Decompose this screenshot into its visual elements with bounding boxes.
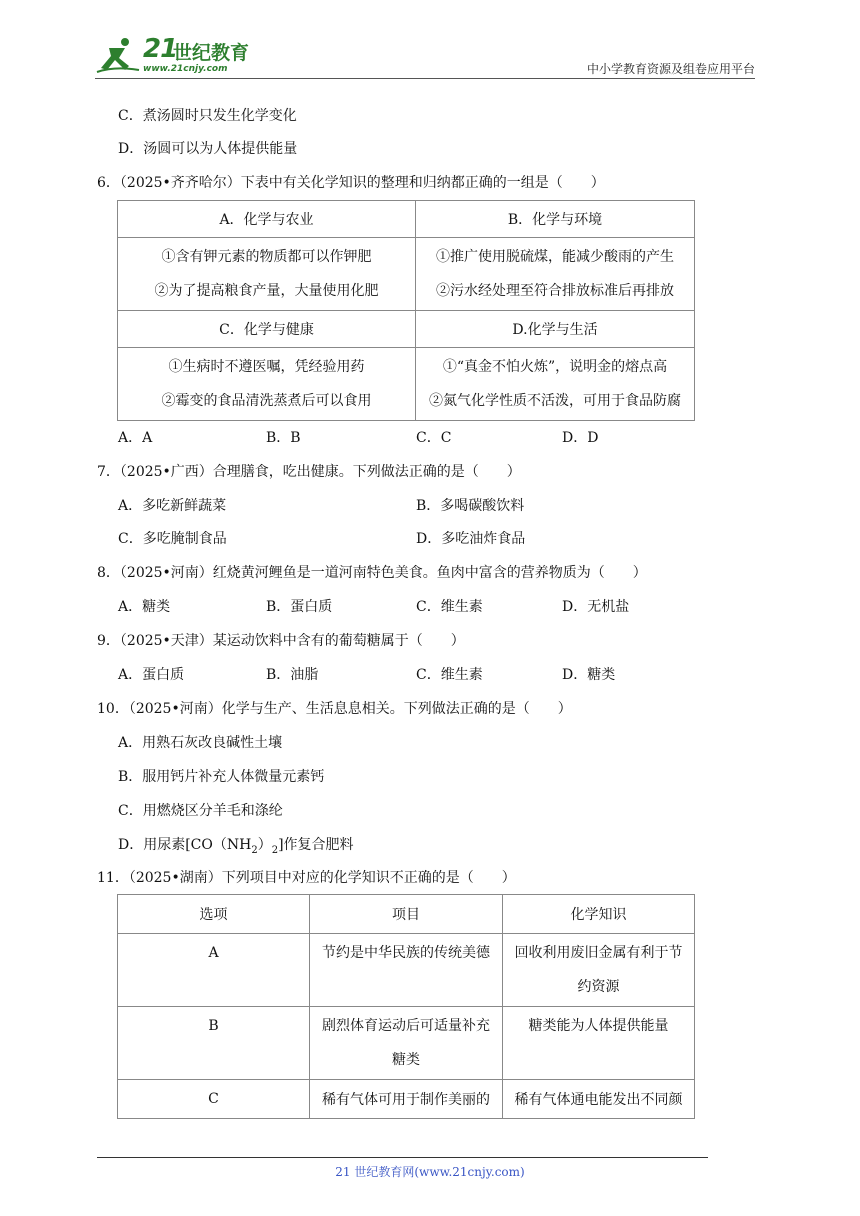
q10-option-d-pre: D．用尿素[CO（NH [118, 837, 252, 853]
q11-row-b-item-1: 剧烈体育运动后可适量补充 [322, 1018, 490, 1034]
q6-cell-b [416, 238, 695, 311]
q6-d-1: ①“真金不怕火炼”，说明金的熔点高 [442, 359, 668, 375]
q9-stem: 9．（2025•天津）某运动饮料中含有的葡萄糖属于（ ） [97, 633, 465, 649]
q8-option-c: C．维生素 [416, 599, 483, 615]
q9-option-c: C．维生素 [416, 667, 483, 683]
q11-row-c-item: 稀有气体可用于制作美丽的 [310, 1080, 503, 1119]
q6-head-b: B．化学与环境 [416, 201, 695, 238]
q7-option-b: B．多喝碳酸饮料 [416, 498, 525, 514]
logo-text: 世纪教育 [173, 42, 250, 64]
q8-option-a: A．糖类 [118, 599, 171, 615]
q11-row-a-knowledge-1: 回收利用废旧金属有利于节 [514, 945, 683, 961]
q11-header-knowledge: 化学知识 [503, 895, 695, 934]
q10-option-b: B．服用钙片补充人体微量元素钙 [118, 769, 325, 785]
q11-row-c-knowledge: 稀有气体通电能发出不同颜 [503, 1080, 695, 1119]
q5-option-d: D．汤圆可以为人体提供能量 [118, 141, 298, 157]
q11-row-b-item-2: 糖类 [392, 1052, 420, 1068]
q11-row-a-knowledge-2: 约资源 [577, 979, 620, 995]
q11-table [117, 894, 695, 1119]
q11-row-b-option: B [118, 1007, 310, 1080]
footer-divider [97, 1157, 708, 1158]
q6-cell-a [118, 238, 416, 311]
q9-option-b: B．油脂 [266, 667, 319, 683]
q11-row-a-item: 节约是中华民族的传统美德 [310, 934, 503, 1007]
q9-option-d: D．糖类 [562, 667, 616, 683]
logo [95, 36, 265, 76]
q11-header-item: 项目 [310, 895, 503, 934]
q8-stem: 8．（2025•河南）红烧黄河鲤鱼是一道河南特色美食。鱼肉中富含的营养物质为（ ） [97, 565, 647, 581]
runner-logo-icon [95, 36, 141, 76]
page-header [95, 28, 755, 80]
q11-row-a-knowledge [503, 934, 695, 1007]
q6-cell-c [118, 348, 416, 421]
q6-option-b: B．B [266, 430, 301, 446]
q8-option-d: D．无机盐 [562, 599, 630, 615]
header-platform-text: 中小学教育资源及组卷应用平台 [586, 62, 755, 76]
logo-url: www.21cnjy.com [143, 64, 228, 74]
q11-row-c-option: C [118, 1080, 310, 1119]
q11-header-option: 选项 [118, 895, 310, 934]
q6-head-a: A．化学与农业 [118, 201, 416, 238]
header-divider [95, 78, 755, 79]
q11-stem: 11．（2025•湖南）下列项目中对应的化学知识不正确的是（ ） [97, 870, 516, 886]
q9-option-a: A．蛋白质 [118, 667, 185, 683]
q10-option-d-sub1: 2 [251, 844, 258, 856]
q7-option-c: C．多吃腌制食品 [118, 531, 227, 547]
q11-row-b-knowledge: 糖类能为人体提供能量 [503, 1007, 695, 1080]
q10-option-d-mid: ） [257, 837, 272, 853]
q11-row-a-option: A [118, 934, 310, 1007]
q6-c-1: ①生病时不遵医嘱，凭经验用药 [168, 359, 365, 375]
q6-head-c: C．化学与健康 [118, 311, 416, 348]
q6-a-2: ②为了提高粮食产量，大量使用化肥 [154, 283, 379, 299]
q10-stem: 10．（2025•河南）化学与生产、生活息息相关。下列做法正确的是（ ） [97, 701, 572, 717]
q6-a-1: ①含有钾元素的物质都可以作钾肥 [161, 249, 372, 265]
q10-option-c: C．用燃烧区分羊毛和涤纶 [118, 803, 283, 819]
q6-d-2: ②氮气化学性质不活泼，可用于食品防腐 [429, 393, 681, 409]
q10-option-d [118, 835, 354, 861]
q6-option-a: A．A [118, 430, 153, 446]
q6-table [117, 200, 695, 421]
q8-option-b: B．蛋白质 [266, 599, 333, 615]
q6-stem: 6．（2025•齐齐哈尔）下表中有关化学知识的整理和归纳都正确的一组是（ ） [97, 175, 605, 191]
q6-cell-d [416, 348, 695, 421]
q6-b-2: ②污水经处理至符合排放标准后再排放 [436, 283, 674, 299]
q6-option-d: D．D [562, 430, 599, 446]
q10-option-d-sub2: 2 [271, 844, 279, 856]
q6-option-c: C．C [416, 430, 452, 446]
logo-number: 21 [143, 34, 178, 64]
q6-head-d: D.化学与生活 [416, 311, 695, 348]
q5-option-c: C．煮汤圆时只发生化学变化 [118, 108, 297, 124]
q7-option-a: A．多吃新鲜蔬菜 [118, 498, 227, 514]
q10-option-d-post: ]作复合肥料 [278, 837, 354, 853]
q6-b-1: ①推广使用脱硫煤，能减少酸雨的产生 [436, 249, 674, 265]
q7-option-d: D．多吃油炸食品 [416, 531, 526, 547]
q7-stem: 7．（2025•广西）合理膳食，吃出健康。下列做法正确的是（ ） [97, 464, 521, 480]
q11-row-b-item [310, 1007, 503, 1080]
footer-text: 21 世纪教育网(www.21cnjy.com) [335, 1165, 525, 1179]
q6-c-2: ②霉变的食品清洗蒸煮后可以食用 [161, 393, 372, 409]
q10-option-a: A．用熟石灰改良碱性土壤 [118, 735, 283, 751]
